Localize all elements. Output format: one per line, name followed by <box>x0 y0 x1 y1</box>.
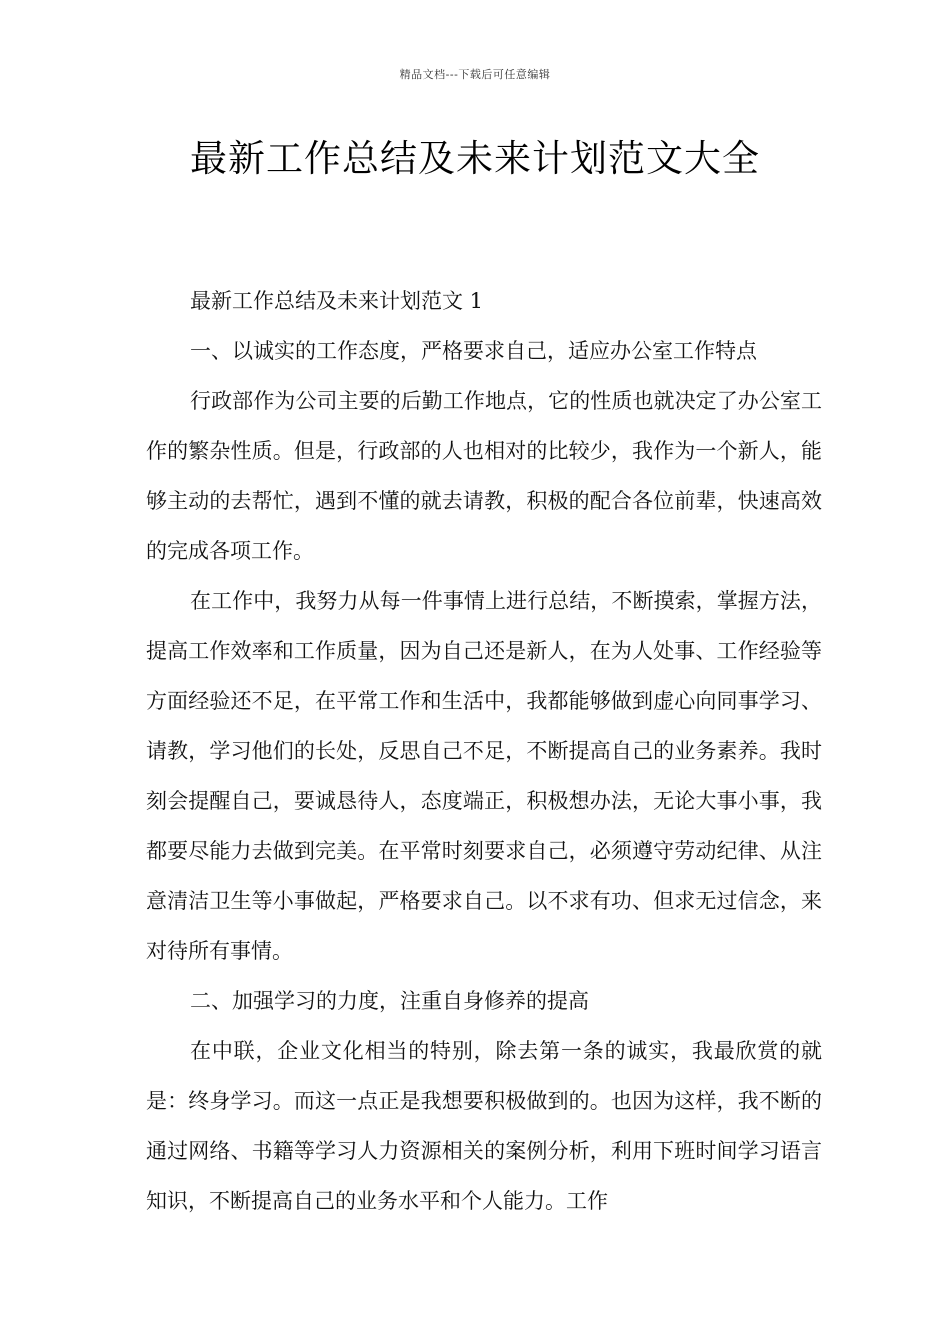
header-watermark: 精品文档---下载后可任意编辑 <box>399 68 551 81</box>
document-title: 最新工作总结及未来计划范文大全 <box>190 137 760 180</box>
paragraph: 行政部作为公司主要的后勤工作地点，它的性质也就决定了办公室工作的繁杂性质。但是，行政部的人也相对的比较少，我作为一个新人，能够主动的去帮忙，遇到不懂的就去请教，积极的配合各位前辈，快速高效的完成各项工作。 <box>146 389 822 563</box>
paragraph: 在工作中，我努力从每一件事情上进行总结，不断摸索，掌握方法，提高工作效率和工作质量，因为自己还是新人，在为人处事、工作经验等方面经验还不足，在平常工作和生活中，我都能够做到虚心向同事学习、请教，学习他们的长处，反思自己不足，不断提高自己的业务素养。我时刻会提醒自己，要诚恳待人，态度端正，积极想办法，无论大事小事，我都要尽能力去做到完美。在平常时刻要求自己，必须遵守劳动纪律、从注意清洁卫生等小事做起，严格要求自己。以不求有功、但求无过信念，来对待所有事情。 <box>146 589 822 963</box>
subheading-1: 一、以诚实的工作态度，严格要求自己，适应办公室工作特点 <box>190 339 757 363</box>
document-body <box>146 276 822 1226</box>
paragraph: 在中联，企业文化相当的特别，除去第一条的诚实，我最欣赏的就是：终身学习。而这一点正是我想要积极做到的。也因为这样，我不断的通过网络、书籍等学习人力资源相关的案例分析，利用下班时间学习语言知识，不断提高自己的业务水平和个人能力。工作 <box>146 1039 822 1213</box>
section-heading: 最新工作总结及未来计划范文 1 <box>190 289 484 313</box>
subheading-2: 二、加强学习的力度，注重自身修养的提高 <box>190 989 589 1013</box>
